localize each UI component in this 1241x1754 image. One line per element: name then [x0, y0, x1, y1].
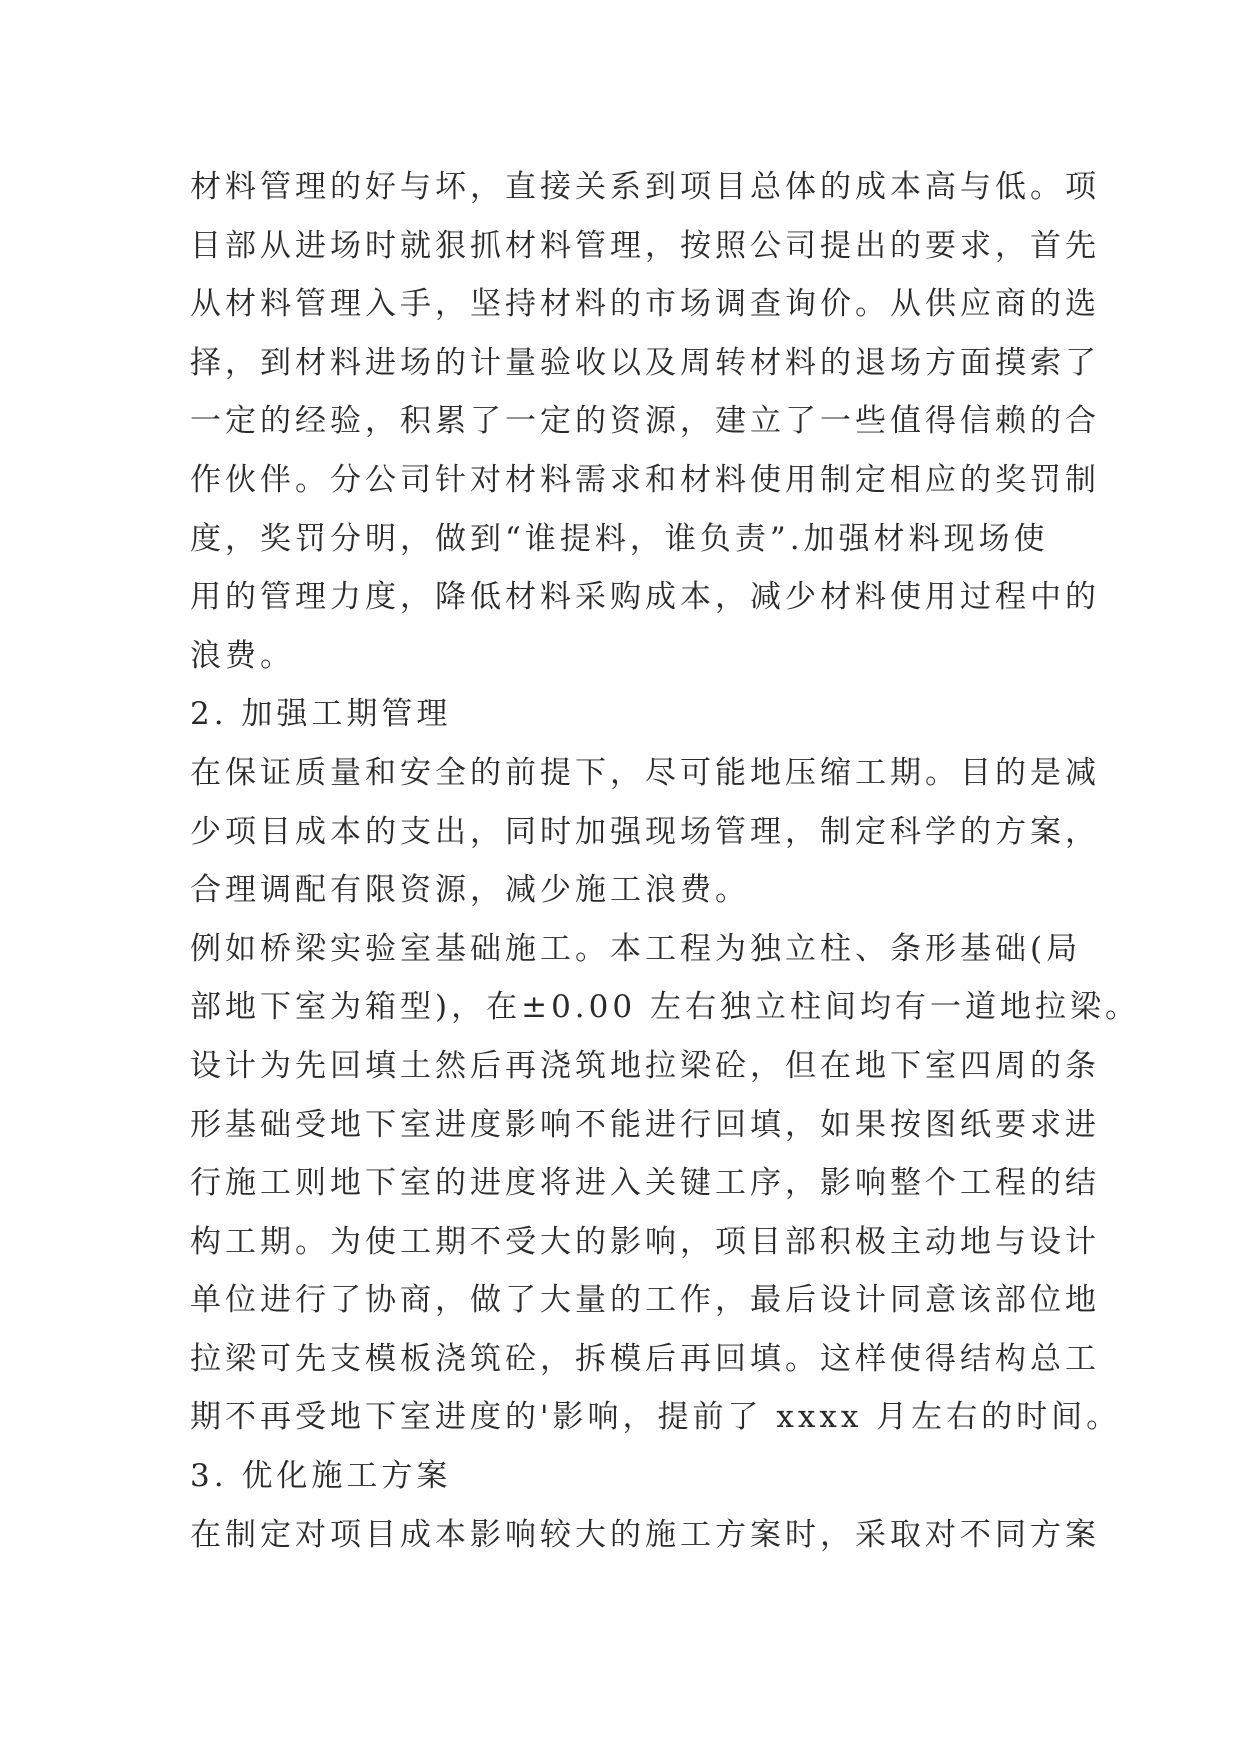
paragraph-line: 拉梁可先支模板浇筑砼，拆模后再回填。这样使得结构总工 [190, 1340, 1100, 1377]
paragraph-line: 用的管理力度，降低材料采购成本，减少材料使用过程中的 [190, 579, 1100, 616]
paragraph-line: 择，到材料进场的计量验收以及周转材料的退场方面摸索了 [190, 344, 1100, 381]
paragraph-line: 行施工则地下室的进度将进入关键工序，影响整个工程的结 [190, 1165, 1100, 1202]
paragraph-line: 目部从进场时就狠抓材料管理，按照公司提出的要求，首先 [190, 227, 1100, 264]
document-body [190, 158, 1140, 1564]
section-heading: 2. 加强工期管理 [190, 696, 452, 733]
section-heading: 3. 优化施工方案 [190, 1458, 452, 1495]
paragraph-line: 设计为先回填土然后再浇筑地拉梁砼，但在地下室四周的条 [190, 1047, 1100, 1084]
paragraph-line: 一定的经验，积累了一定的资源，建立了一些值得信赖的合 [190, 403, 1100, 440]
paragraph-line: 在制定对项目成本影响较大的施工方案时，采取对不同方案 [190, 1516, 1100, 1553]
paragraph-line: 从材料管理入手，坚持材料的市场调查询价。从供应商的选 [190, 286, 1100, 323]
paragraph-line: 部地下室为箱型)，在±0.00 左右独立柱间均有一道地拉梁。 [190, 989, 1140, 1026]
paragraph-line: 材料管理的好与坏，直接关系到项目总体的成本高与低。项 [190, 169, 1100, 205]
paragraph-line: 作伙伴。分公司针对材料需求和材料使用制定相应的奖罚制 [190, 461, 1100, 498]
paragraph-line: 例如桥梁实验室基础施工。本工程为独立柱、条形基础(局 [190, 930, 1082, 967]
paragraph-line: 构工期。为使工期不受大的影响，项目部积极主动地与设计 [190, 1223, 1100, 1260]
paragraph-line: 形基础受地下室进度影响不能进行回填，如果按图纸要求进 [190, 1106, 1100, 1143]
paragraph-line: 在保证质量和安全的前提下，尽可能地压缩工期。目的是减 [190, 754, 1100, 791]
paragraph-line: 期不再受地下室进度的'影响，提前了 xxxx 月左右的时间。 [190, 1399, 1122, 1436]
paragraph-line: 合理调配有限资源，减少施工浪费。 [190, 872, 750, 909]
paragraph-line: 少项目成本的支出，同时加强现场管理，制定科学的方案， [190, 813, 1100, 850]
paragraph-line: 浪费。 [190, 637, 295, 674]
paragraph-line: 度，奖罚分明，做到“谁提料，谁负责”.加强材料现场使 [190, 520, 1049, 557]
paragraph-line: 单位进行了协商，做了大量的工作，最后设计同意该部位地 [190, 1282, 1100, 1319]
